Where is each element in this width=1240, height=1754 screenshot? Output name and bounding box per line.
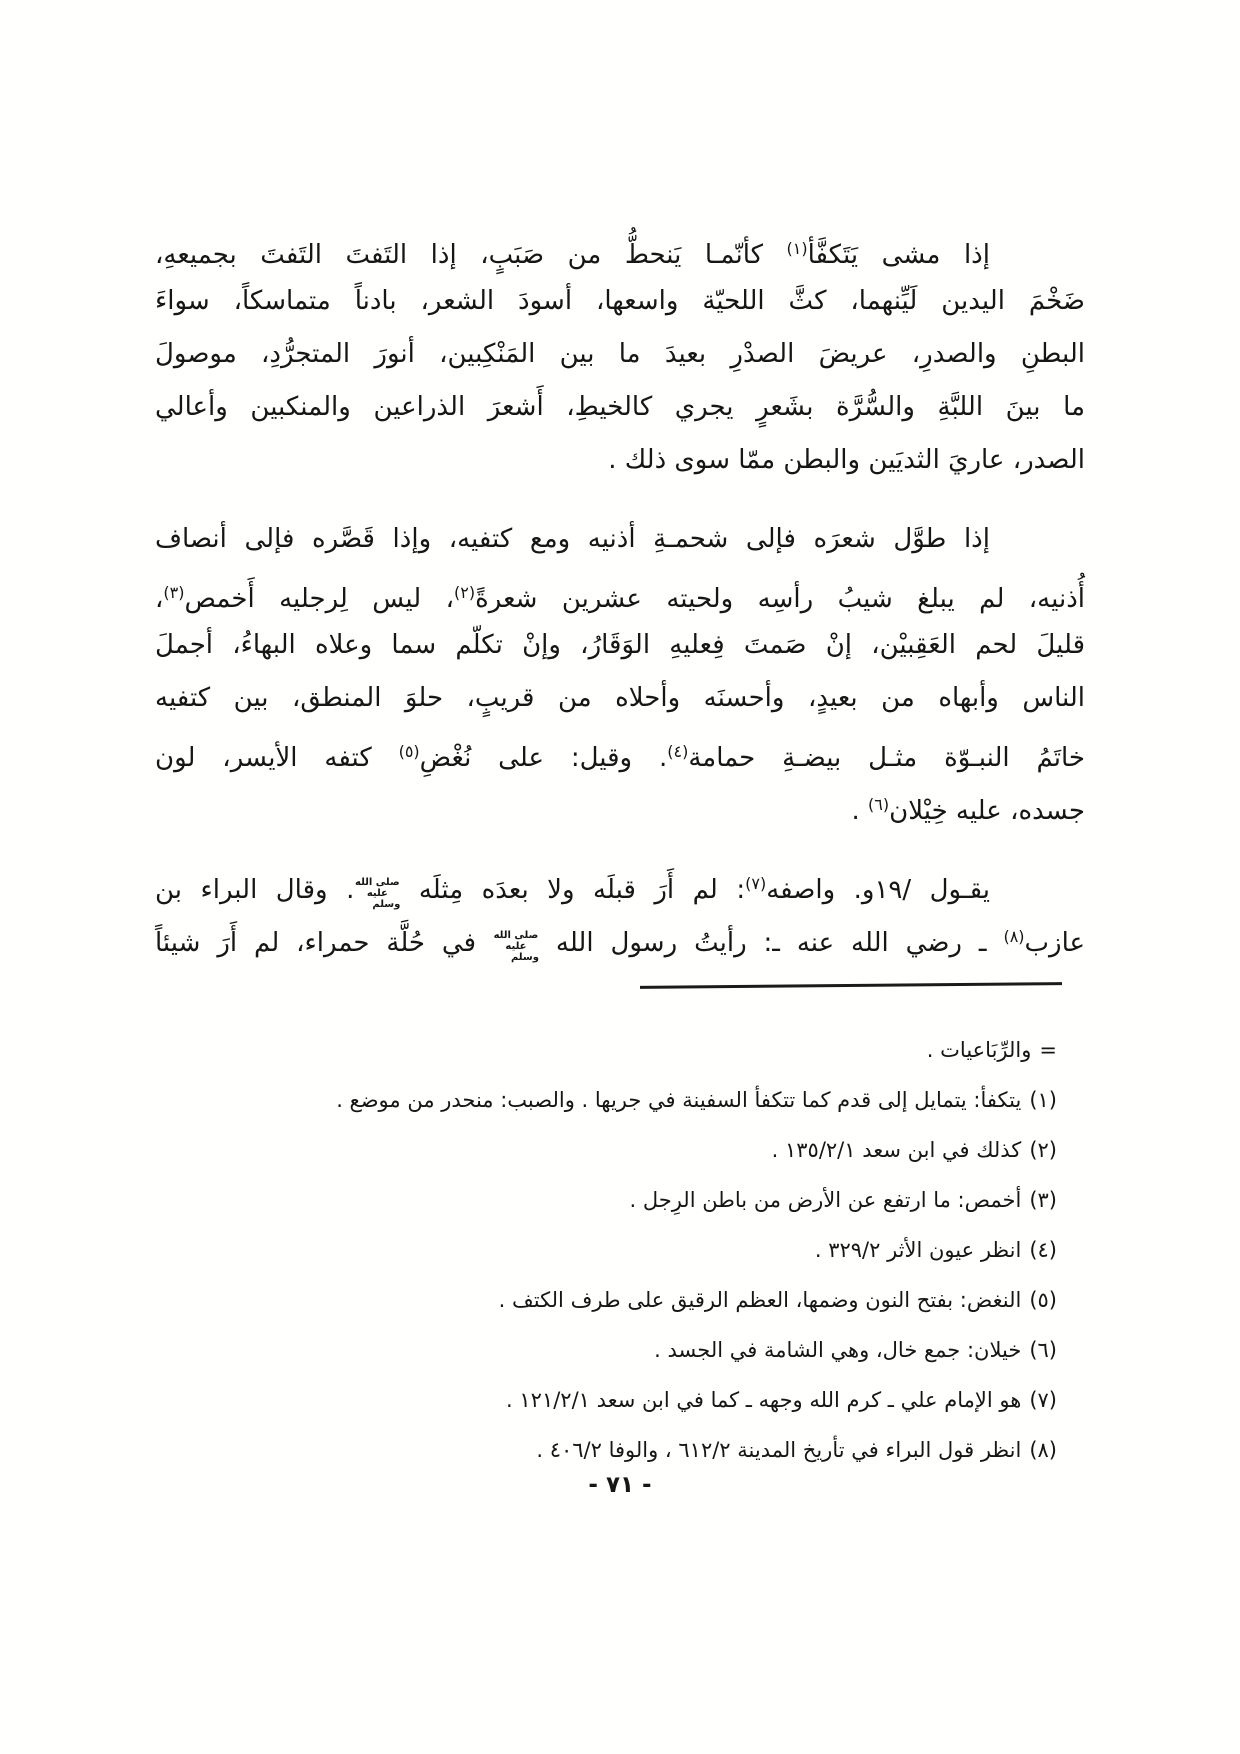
footnote-line [155,1375,1085,1425]
para-walking-description [155,222,1085,487]
footnote-ref: (٣) [163,583,185,602]
page-number: - ٧١ - [588,1472,652,1498]
salawat-seal: صلى الله عليه وسلم [493,930,539,963]
footnote-ref: (٦) [868,795,890,814]
footnote-text: يتكفأ: يتمايل إلى قدم كما تتكفأ السفينة في جريها . والصبب: منحدر من موضع . [336,1088,1022,1112]
footnote-ref: (٢) [454,583,476,602]
footnote-text: انظر عيون الأثر ٣٢٩/٢ . [814,1238,1022,1262]
text-line: البطنِ والصدرِ، عريضَ الصدْرِ بعيدَ ما بين المَنْكِبين، أنورَ المتجرُّدِ، موصولَ [155,339,1085,369]
text-line: أُذنيه، لم يبلغ شيبُ رأسِه ولحيته عشرين شعرةً$^{(٢)}$، ليس لِرجليه أَخمص$^{(٣)}$، [155,583,1086,614]
text-line: الصدر، عاريَ الثديَين والبطن ممّا سوى ذلك . [608,445,1085,475]
footnote-ref: (٧) [745,874,767,893]
footnote-text: انظر قول البراء في تأريخ المدينة ٦١٢/٢ ، والوفا ٤٠٦/٢ . [536,1438,1022,1462]
text-line: إذا طوَّل شعرَه فإلى شحمـةِ أذنيه ومع كتفيه، وإذا قَصَّره فإلى أنصاف [155,524,990,554]
footnote-marker: (٣) [1029,1188,1057,1212]
text-line: عازب$^{(٨)}$ ـ رضي الله عنه ـ: رأيتُ رسول الله صلى الله عليه وسلم في حُلَّة حمراء، لم أَرَ شيئاً [155,927,1086,963]
footnote-marker: (٤) [1029,1238,1057,1262]
footnote-marker: (٥) [1029,1288,1057,1312]
footnote-text: أخمص: ما ارتفع عن الأرض من باطن الرِجل . [629,1188,1022,1212]
footnote-text: هو الإمام علي ـ كرم الله وجهه ـ كما في ابن سعد ١٢١/٢/١ . [506,1388,1022,1412]
footnote-line [155,1225,1085,1275]
para-hair-description [155,513,1085,831]
text-line: الناس وأبهاه من بعيدٍ، وأحسنَه وأحلاه من قريبٍ، حلوَ المنطق، بين كتفيه [155,683,1085,713]
footnote-line [155,1425,1085,1475]
footnote-marker: (٨) [1029,1438,1057,1462]
footnote-ref: (١) [786,239,808,258]
footnote-ref: (٨) [1003,927,1025,946]
footnote-text: والرِّبَاعيات . [926,1038,1032,1062]
footnote-ref: (٥) [398,742,420,761]
footnote-marker: (٧) [1029,1388,1057,1412]
footnote-line [155,1025,1085,1075]
text-line: خاتَمُ النبـوّة مثـل بيضـةِ حمامة$^{(٤)}$. وقيل: على نُغْضِ$^{(٥)}$ كتفه الأيسر، لون [155,742,1086,773]
footnote-ref: (٤) [667,742,689,761]
footnote-line [155,1175,1085,1225]
footnote-marker: (٢) [1029,1138,1057,1162]
footnote-text: كذلك في ابن سعد ١٣٥/٢/١ . [771,1138,1022,1162]
salawat-seal: صلى الله عليه وسلم [355,877,401,910]
footnote-text: خيلان: جمع خال، وهي الشامة في الجسد . [654,1338,1022,1362]
para-bara-narration [155,857,1085,963]
text-line: ضَخْمَ اليدين لَيِّنهما، كثَّ اللحيّة واسعها، أسودَ الشعر، بادناً متماسكاً، سواءَ [155,286,1085,316]
text-line: جسده، عليه خِيْلان$^{(٦)}$ . [851,795,1085,826]
text-line: ما بينَ اللبَّةِ والسُّرَّة بشَعرٍ يجري كالخيطِ، أَشعرَ الذراعين والمنكبين وأعالي [155,392,1085,422]
footnote-marker: = [1039,1038,1057,1062]
footnote-line [155,1275,1085,1325]
text-line: يقـول /١٩و. واصفه$^{(٧)}$: لم أَرَ قبلَه ولا بعدَه مِثلَه صلى الله عليه وسلم. وقال البراء بن [155,874,990,910]
footnotes-list [155,1025,1085,1475]
body-text [155,222,1085,989]
text-line: قليلَ لحم العَقِبيْن، إنْ صَمتَ فِعليهِ الوَقَارُ، وإنْ تكلّم سما وعلاه البهاءُ، أجملَ [155,630,1085,660]
text-line: إذا مشى يَتَكفَّأ$^{(١)}$ كأنّمـا يَنحطُّ من صَبَبٍ، إذا التَفتَ التَفتَ بجميعهِ، [155,239,990,270]
footnote-line [155,1325,1085,1375]
footnote-marker: (١) [1029,1088,1057,1112]
footnote-marker: (٦) [1029,1338,1057,1362]
footnote-text: النغض: بفتح النون وضمها، العظم الرقيق على طرف الكتف . [498,1288,1022,1312]
footnote-line [155,1075,1085,1125]
footnote-line [155,1125,1085,1175]
